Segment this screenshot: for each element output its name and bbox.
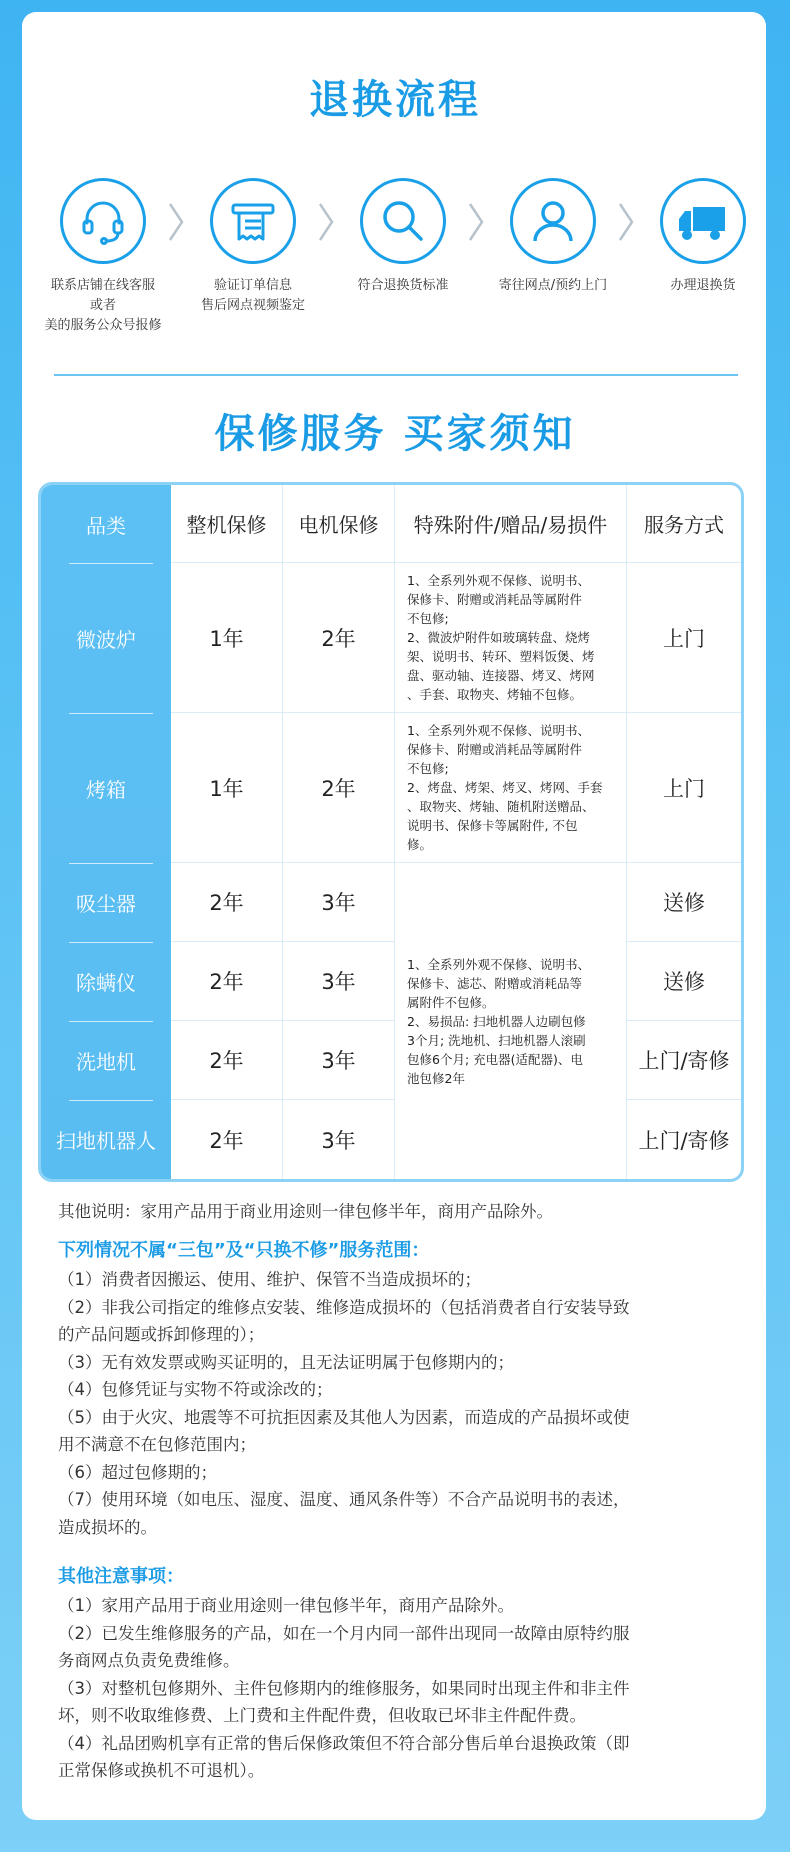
category-cell: 微波炉 [76,627,136,652]
motor-warranty-cell: 2年 [283,563,395,713]
service-method-cell: 送修 [627,942,741,1021]
step-send [478,178,628,296]
category-cell: 烤箱 [86,777,126,802]
receipt-icon [210,178,296,264]
special-parts-cell: 1、全系列外观不保修、说明书、 保修卡、附赠或消耗品等属附件 不包修; 2、微波炉附件如玻璃转盘、烧烤 架、说明书、转环、塑料饭煲、烤 盘、驱动轴、连接器、烤叉、烤网 、手套、取物夹、烤轴不包修。 [395,563,627,713]
step-verify [178,178,328,316]
service-method-cell: 送修 [627,863,741,942]
step-text: 办理退换货 [670,278,736,293]
list-item: 用不满意不在包修范围内； [58,1435,256,1454]
service-method-cell: 上门/寄修 [627,1021,741,1100]
attention-section [58,1562,748,1785]
motor-warranty-cell: 3年 [283,863,395,942]
list-item: （4）礼品团购机享有正常的售后保修政策但不符合部分售后单台退换政策（即 [58,1733,630,1753]
motor-warranty-cell: 2年 [283,713,395,863]
list-item: （4）包修凭证与实物不符或涂改的； [58,1380,333,1399]
process-title: 退换流程 [309,77,481,123]
person-icon [510,178,596,264]
list-item: 务商网点负责免费维修。 [58,1651,240,1670]
list-item: 正常保修或换机不可退机）。 [58,1761,265,1780]
service-title: 保修服务 买家须知 [214,411,576,457]
list-item: 的产品问题或拆卸修理的）； [58,1325,265,1344]
whole-warranty-cell: 1年 [171,713,283,863]
exclusion-section [58,1236,748,1541]
step-text: 验证订单信息 售后网点视频鉴定 [200,278,305,313]
other-note [58,1198,748,1226]
motor-warranty-cell: 3年 [283,1021,395,1100]
category-cell: 扫地机器人 [56,1129,156,1153]
other-note-text: 其他说明：家用产品用于商业用途则一律包修半年，商用产品除外。 [58,1202,553,1221]
category-cell: 除螨仪 [76,971,136,995]
list-item: （1）消费者因搬运、使用、维护、保管不当造成损坏的； [58,1270,481,1289]
category-cell: 吸尘器 [76,892,136,916]
header-whole: 整机保修 [171,485,283,563]
list-item: （3）对整机包修期外、主件包修期内的维修服务，如果同时出现主件和非主件 [58,1678,630,1698]
whole-warranty-cell: 2年 [171,863,283,942]
special-parts-merged-cell: 1、全系列外观不保修、说明书、 保修卡、滤芯、附赠或消耗品等 属附件不包修。 2、易损品: 扫地机器人边刷包修 3个月; 洗地机、扫地机器人滚刷 包修6个月; 充电器(适配器)、电 池包修2年 [395,863,627,1179]
service-method-cell: 上门 [627,713,741,863]
service-method-cell: 上门/寄修 [638,1128,730,1153]
whole-warranty-cell: 2年 [171,1100,283,1179]
list-item: （2）非我公司指定的维修点安装、维修造成损坏的（包括消费者自行安装导致 [58,1297,630,1317]
list-item: （7）使用环境（如电压、湿度、温度、通风条件等）不合产品说明书的表述， [58,1490,630,1509]
header-motor: 电机保修 [283,485,395,563]
motor-warranty-cell: 3年 [283,942,395,1021]
step-text: 联系店铺在线客服 或者 美的服务公众号报修 [44,278,162,333]
process-steps [28,178,760,348]
truck-icon [660,178,746,264]
service-method-cell: 上门 [627,563,741,713]
list-item: 造成损坏的。 [58,1517,157,1537]
attention-list [58,1592,748,1785]
category-cell: 洗地机 [76,1050,136,1074]
step-check [328,178,478,296]
list-item: （3）无有效发票或购买证明的，且无法证明属于包修期内的； [58,1352,514,1372]
section-divider [54,374,738,376]
step-exchange [628,178,778,296]
header-service: 服务方式 [627,485,741,563]
magnifier-icon [360,178,446,264]
whole-warranty-cell: 2年 [171,942,283,1021]
list-item: 坏，则不收取维修费、上门费和主件配件费，但收取已坏非主件配件费。 [58,1706,586,1725]
list-item: （2）已发生维修服务的产品，如在一个月内同一部件出现同一故障由原特约服 [58,1623,630,1643]
exclusion-title: 下列情况不属“三包”及“只换不修”服务范围： [58,1240,430,1261]
motor-warranty-cell: 3年 [283,1100,395,1179]
step-text: 符合退换货标准 [357,278,449,293]
header-special: 特殊附件/赠品/易损件 [395,485,627,563]
header-category: 品类 [86,513,126,538]
list-item: （1）家用产品用于商业用途则一律包修半年，商用产品除外。 [58,1596,514,1615]
attention-title: 其他注意事项： [58,1566,184,1587]
list-item: （5）由于火灾、地震等不可抗拒因素及其他人为因素，而造成的产品损坏或使 [58,1407,630,1427]
exclusion-list [58,1266,748,1541]
headset-icon [60,178,146,264]
step-contact [28,178,178,336]
list-item: （6）超过包修期的； [58,1462,217,1482]
whole-warranty-cell: 1年 [171,563,283,713]
warranty-table [38,482,744,1182]
step-text: 寄往网点/预约上门 [498,278,608,293]
special-parts-cell: 1、全系列外观不保修、说明书、 保修卡、附赠或消耗品等属附件 不包修; 2、烤盘、烤架、烤叉、烤网、手套 、取物夹、烤轴、随机附送赠品、 说明书、保修卡等属附件, 不包 修。 [395,713,627,863]
whole-warranty-cell: 2年 [171,1021,283,1100]
